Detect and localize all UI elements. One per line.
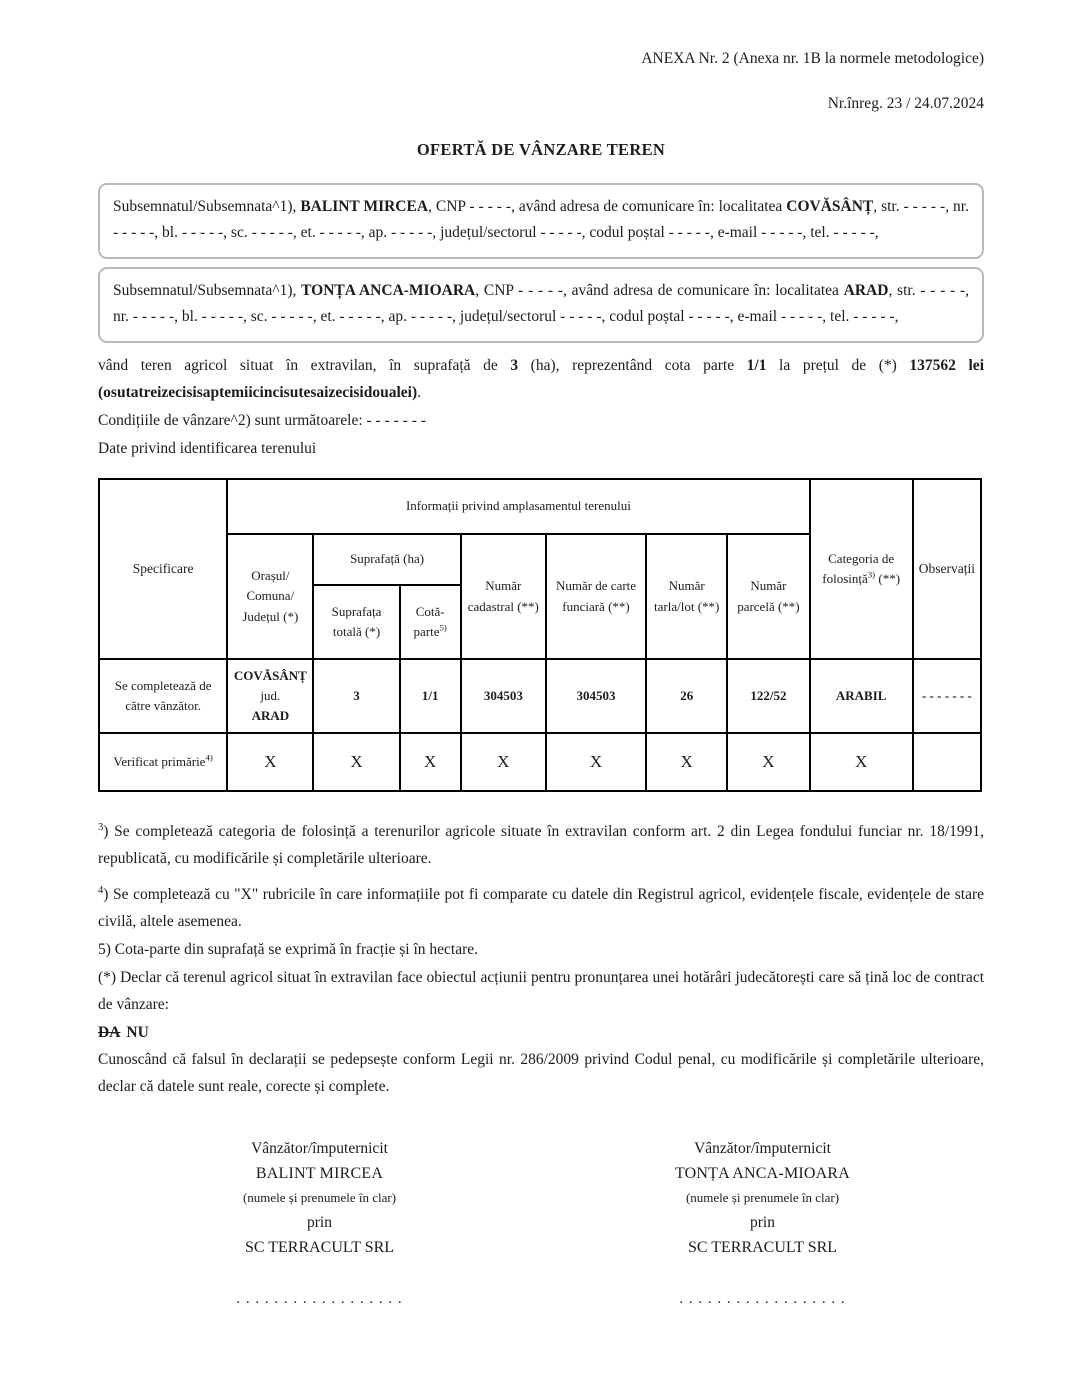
footnote-3: $^3$) Se completează categoria de folosință a terenurilor agricole situate în extravilan conform art. 2 din Legea fondului funciar nr. 18/1991, republicată, cu modificările și completările ulterioare.: [98, 821, 984, 867]
col-cota-parte: Cotă- parte$^{5)}$: [400, 585, 461, 659]
col-suprafata-totala: Suprafața totală (*): [313, 585, 399, 659]
seller-box-2: [98, 267, 984, 343]
footnote-5: 5) Cota-parte din suprafață se exprimă în fracție și în hectare.: [98, 941, 479, 958]
col-observatii: Observații: [913, 479, 981, 659]
land-id-heading: Date privind identificarea terenului: [98, 440, 317, 457]
header-info-amplasament: Informații privind amplasamentul terenului: [227, 479, 809, 534]
seller1-address-segment: , str. - - - - -, nr. - - - - -, bl. - - - - -, sc. - - - - -, et. - - - - -, ap. - - - - -, județul/sectorul - - - - -, codul poștal - - - - -, e-mail - - - - -, tel. - - - - -,: [113, 198, 969, 241]
seller1-locality: COVĂSÂNȚ: [786, 198, 874, 215]
registration-number: Nr.înreg. 23 / 24.07.2024: [827, 95, 984, 112]
col-numar-tarla: Număr tarla/lot (**): [646, 534, 727, 659]
signatures-section: [98, 1136, 984, 1312]
declaration-paragraph: (*) Declar că terenul agricol situat în extravilan face obiectul acțiunii pentru pronunțarea unei hotărâri judecătorești care să țină loc de contract de vânzare:: [98, 969, 984, 1013]
seller2-address-segment: , str. - - - - -, nr. - - - - -, bl. - - - - -, sc. - - - - -, et. - - - - -, ap. - - - - -, județul/sectorul - - - - -, codul poștal - - - - -, e-mail - - - - -, tel. - - - - -,: [113, 282, 970, 325]
cell-numar-parcela: 122/52: [727, 659, 809, 733]
col-categoria-folosinta: [810, 479, 913, 659]
col-numar-cadastral: Număr cadastral (**): [461, 534, 546, 659]
seller1-name: BALINT MIRCEA: [300, 198, 429, 215]
col-suprafata-ha: Suprafață (ha): [313, 534, 460, 585]
signer-note: (numele și prenumele în clar): [242, 1190, 397, 1205]
categoria-line1: Categoria de: [828, 550, 895, 566]
da-nu-line: [98, 1019, 984, 1046]
cell-numar-cadastral: 304503: [461, 659, 546, 733]
row-label-verified: Verificat primărie$^{4)}$: [99, 733, 227, 791]
seller-box-1: [98, 183, 984, 259]
signature-block-right: [541, 1136, 984, 1312]
ownership-share: 1/1: [746, 357, 767, 374]
check-mark-6: X: [646, 733, 727, 791]
signature-dots: . . . . . . . . . . . . . . . . . .: [236, 1291, 403, 1307]
check-mark-8: X: [810, 733, 913, 791]
sale-text-5: .: [417, 384, 422, 401]
cell-numar-carte-funciara: 304503: [546, 659, 646, 733]
col-oras-comuna-judet: Orașul/ Comuna/ Județul (*): [227, 534, 313, 659]
seller2-name: TONȚA ANCA-MIOARA: [301, 282, 476, 299]
signature-dots: . . . . . . . . . . . . . . . . . .: [679, 1291, 846, 1307]
check-mark-observatii: [913, 733, 981, 791]
col-numar-carte-funciara: Număr de carte funciară (**): [546, 534, 646, 659]
da-option: DA: [98, 1024, 121, 1041]
cell-cota-parte: 1/1: [400, 659, 461, 733]
row-label-seller: Se completează de către vânzător.: [99, 659, 227, 733]
signer-company: SC TERRACULT SRL: [244, 1239, 395, 1256]
land-table: [98, 478, 982, 792]
sale-paragraph: [98, 352, 984, 406]
check-mark-7: X: [727, 733, 809, 791]
seller2-locality: ARAD: [843, 282, 889, 299]
check-mark-4: X: [461, 733, 546, 791]
seller1-intro: Subsemnatul/Subsemnata^1),: [113, 198, 301, 215]
price: 137562 lei: [909, 357, 984, 374]
cell-observatii: - - - - - - -: [913, 659, 981, 733]
sale-text-2: (ha), reprezentând cota parte: [518, 357, 747, 374]
signer-via: prin: [750, 1214, 775, 1231]
seller-data-row: [99, 659, 981, 733]
document-title: OFERTĂ DE VÂNZARE TEREN: [416, 140, 666, 159]
signer-via: prin: [307, 1214, 332, 1231]
col-specificare: Specificare: [99, 479, 227, 659]
categoria-line2: folosință$^{3)}$ (**): [822, 569, 901, 586]
land-area: 3: [510, 357, 519, 374]
cell-locality: COVĂSÂNȚ jud. ARAD: [227, 659, 313, 733]
sale-text-1: vând teren agricol situat în extravilan, în suprafață de: [98, 357, 511, 374]
seller1-cnp-segment: , CNP - - - - -, având adresa de comunicare în: localitatea: [428, 198, 787, 215]
cell-categoria: ARABIL: [810, 659, 913, 733]
signer-note: (numele și prenumele în clar): [685, 1190, 840, 1205]
signer-role: Vânzător/împuternicit: [694, 1140, 831, 1157]
cell-suprafata-totala: 3: [313, 659, 399, 733]
check-mark-3: X: [400, 733, 461, 791]
footnote-4: $^4$) Se completează cu "X" rubricile în care informațiile pot fi comparate cu datele din Registrul agricol, evidențele fiscale, evidențele de stare civilă, altele asemenea.: [98, 884, 984, 930]
col-numar-parcela: Număr parcelă (**): [727, 534, 809, 659]
check-mark-2: X: [313, 733, 399, 791]
verified-row: [99, 733, 981, 791]
signer-company: SC TERRACULT SRL: [687, 1239, 838, 1256]
seller2-cnp-segment: , CNP - - - - -, având adresa de comunicare în: localitatea: [475, 282, 844, 299]
signer-role: Vânzător/împuternicit: [251, 1140, 388, 1157]
annex-line: ANEXA Nr. 2 (Anexa nr. 1B la normele metodologice): [641, 50, 984, 67]
footnotes-section: [98, 818, 984, 1100]
cell-numar-tarla: 26: [646, 659, 727, 733]
sale-text-3: la prețul de (*): [766, 357, 910, 374]
signer-name: TONȚA ANCA-MIOARA: [674, 1165, 851, 1182]
signer-name: BALINT MIRCEA: [255, 1165, 384, 1182]
nu-option: NU: [126, 1024, 149, 1041]
check-mark-1: X: [227, 733, 313, 791]
price-in-words: (osutatreizecisisaptemiicincisutesaizecisidoualei): [98, 384, 418, 401]
check-mark-5: X: [546, 733, 646, 791]
conditions-line: Condițiile de vânzare^2) sunt următoarele: - - - - - - -: [98, 412, 426, 429]
seller2-intro: Subsemnatul/Subsemnata^1),: [113, 282, 302, 299]
legal-paragraph: Cunoscând că falsul în declarații se pedepsește conform Legii nr. 286/2009 privind Codul penal, cu modificările și completările ulterioare, declar că datele sunt reale, corecte și complete.: [98, 1051, 984, 1095]
signature-block-left: [98, 1136, 541, 1312]
